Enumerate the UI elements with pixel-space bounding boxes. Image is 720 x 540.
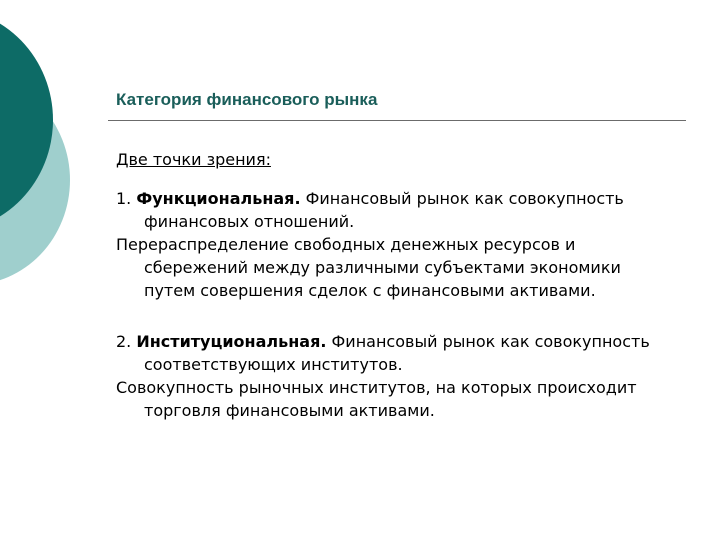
spacer — [116, 302, 676, 330]
point-1-definition-text: Финансовый рынок как совокупность финансовых отношений. — [144, 189, 624, 231]
point-2-definition-text: Финансовый рынок как совокупность соответствующих институтов. — [144, 332, 650, 374]
point-1-detail: Перераспределение свободных денежных ресурсов и сбережений между различными субъектами экономики путем совершения сделок с финансовыми активами. — [116, 235, 621, 300]
point-2-number: 2. — [116, 332, 132, 351]
subtitle: Две точки зрения: — [116, 150, 271, 169]
point-1-term: Функциональная. — [136, 189, 301, 208]
point-1-number: 1. — [116, 189, 132, 208]
point-2-definition — [116, 330, 676, 376]
point-1-definition — [116, 187, 676, 233]
slide-title: Категория финансового рынка — [116, 90, 378, 109]
decorative-circles — [0, 0, 110, 300]
slide-body — [116, 148, 676, 422]
title-divider — [108, 120, 686, 121]
point-2-term: Институциональная. — [136, 332, 327, 351]
point-2-detail: Совокупность рыночных институтов, на которых происходит торговля финансовыми активами. — [116, 378, 637, 420]
